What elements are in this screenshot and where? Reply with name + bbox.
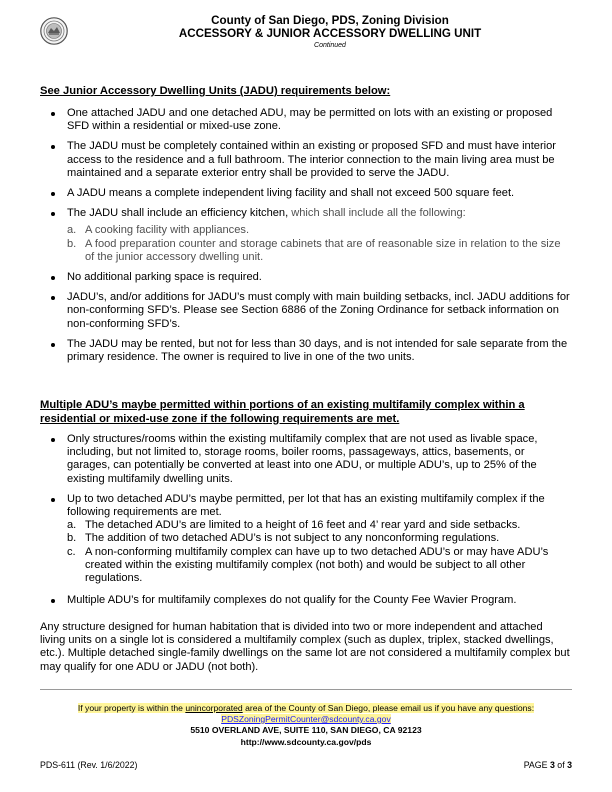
office-address: 5510 OVERLAND AVE, SUITE 110, SAN DIEGO, CA 92123 (190, 725, 422, 735)
divider (40, 689, 572, 690)
list-item: Only structures/rooms within the existing multifamily complex that are not used as livable space, including, but not limited to, storage rooms, boiler rooms, passageways, attics, basements, or garages, can potentially be converted at least into one ADU, or multiple ADU’s, up to 25% of the existing multifamily dwelling units. (40, 433, 570, 486)
kitchen-sublist (67, 224, 570, 264)
continued-label: Continued (314, 42, 346, 49)
multifamily-list (40, 433, 570, 607)
website-link[interactable]: http://www.sdcounty.ca.gov/pds (240, 737, 372, 747)
multifamily-heading: Multiple ADU’s maybe permitted within portions of an existing multifamily complex within a residential or mixed-use zone if the following requirements are met. (40, 399, 525, 425)
contact-note: If your property is within the unincorporated area of the County of San Diego, please email us if you have any questions: (77, 703, 535, 713)
list-item: JADU’s, and/or additions for JADU’s must comply with main building setbacks, incl. JADU additions for non-conforming SFD’s. Please see Section 6886 of the Zoning Ordinance for setback information on non-conforming SFD’s. (40, 291, 570, 331)
email-link[interactable]: PDSZoningPermitCounter@sdcounty.ca.gov (221, 714, 391, 724)
sub-list-item: b. A food preparation counter and storage cabinets that are of reasonable size in relation to the size of the junior accessory dwelling unit. (67, 237, 561, 263)
list-item: The JADU must be completely contained within an existing or proposed SFD and must have interior access to the residence and a full bathroom. The interior connection to the main living area must be maintained and a separate exterior entry shall be provided to serve the JADU. (40, 140, 570, 180)
list-item: The JADU may be rented, but not for less than 30 days, and is not intended for sale separate from the primary residence. The owner is required to live in one of the two units. (40, 338, 570, 364)
list-item: A JADU means a complete independent living facility and shall not exceed 500 square feet. (40, 187, 570, 200)
jadu-heading: See Junior Accessory Dwelling Units (JADU) requirements below: (40, 85, 391, 97)
list-item: Multiple ADU’s for multifamily complexes do not qualify for the County Fee Wavier Program. (40, 594, 570, 607)
list-item: The JADU shall include an efficiency kitchen, which shall include all the following: a. A cooking facility with appliances. b. A food preparation counter and storage cabinets that are of reasonable size in relation to the size of the junior accessory dwelling unit. (40, 207, 570, 264)
list-item: One attached JADU and one detached ADU, may be permitted on lots with an existing or proposed SFD within a residential or mixed-use zone. (40, 107, 570, 133)
county-seal-icon (40, 17, 68, 45)
list-item: Up to two detached ADU’s maybe permitted, per lot that has an existing multifamily complex if the following requirements are met. a. The detached ADU’s are limited to a height of 16 feet and 4’ rear yard and side setbacks. b. The addition of two detached ADU’s is not subject to any nonconforming regulations. c. A non-conforming multifamily complex can have up to two detached ADU’s or may have ADU’s created within the existing multifamily complex (not both) and would be subject to all other regulations. (40, 493, 570, 585)
page-number: PAGE 3 of 3 (523, 760, 572, 770)
agency-title: County of San Diego, PDS, Zoning Division (211, 14, 449, 27)
detached-adu-sublist (67, 519, 570, 585)
list-item: No additional parking space is required. (40, 271, 570, 284)
document-title: ACCESSORY & JUNIOR ACCESSORY DWELLING UNIT (178, 27, 482, 40)
sub-list-item: c. A non-conforming multifamily complex can have up to two detached ADU’s or may have ADU’s created within the existing multifamily complex (not both) and would be subject to all other regulations. (67, 545, 549, 585)
sub-list-item: b. The addition of two detached ADU’s is not subject to any nonconforming regulations. (67, 532, 500, 545)
sub-list-item: a. The detached ADU’s are limited to a height of 16 feet and 4’ rear yard and side setbacks. (67, 519, 521, 532)
form-number: PDS-611 (Rev. 1/6/2022) (40, 760, 138, 770)
sub-list-item: a. A cooking facility with appliances. (67, 224, 250, 237)
multifamily-definition: Any structure designed for human habitation that is divided into two or more independent and attached living units on a single lot is considered a multifamily complex (such as duplex, triplex, stacked dwellings, etc.). Multiple detached single-family dwellings on the same lot are not considered a multifamily complex but may qualify for one ADU or JADU (not both). (40, 621, 570, 673)
jadu-list (40, 107, 570, 364)
